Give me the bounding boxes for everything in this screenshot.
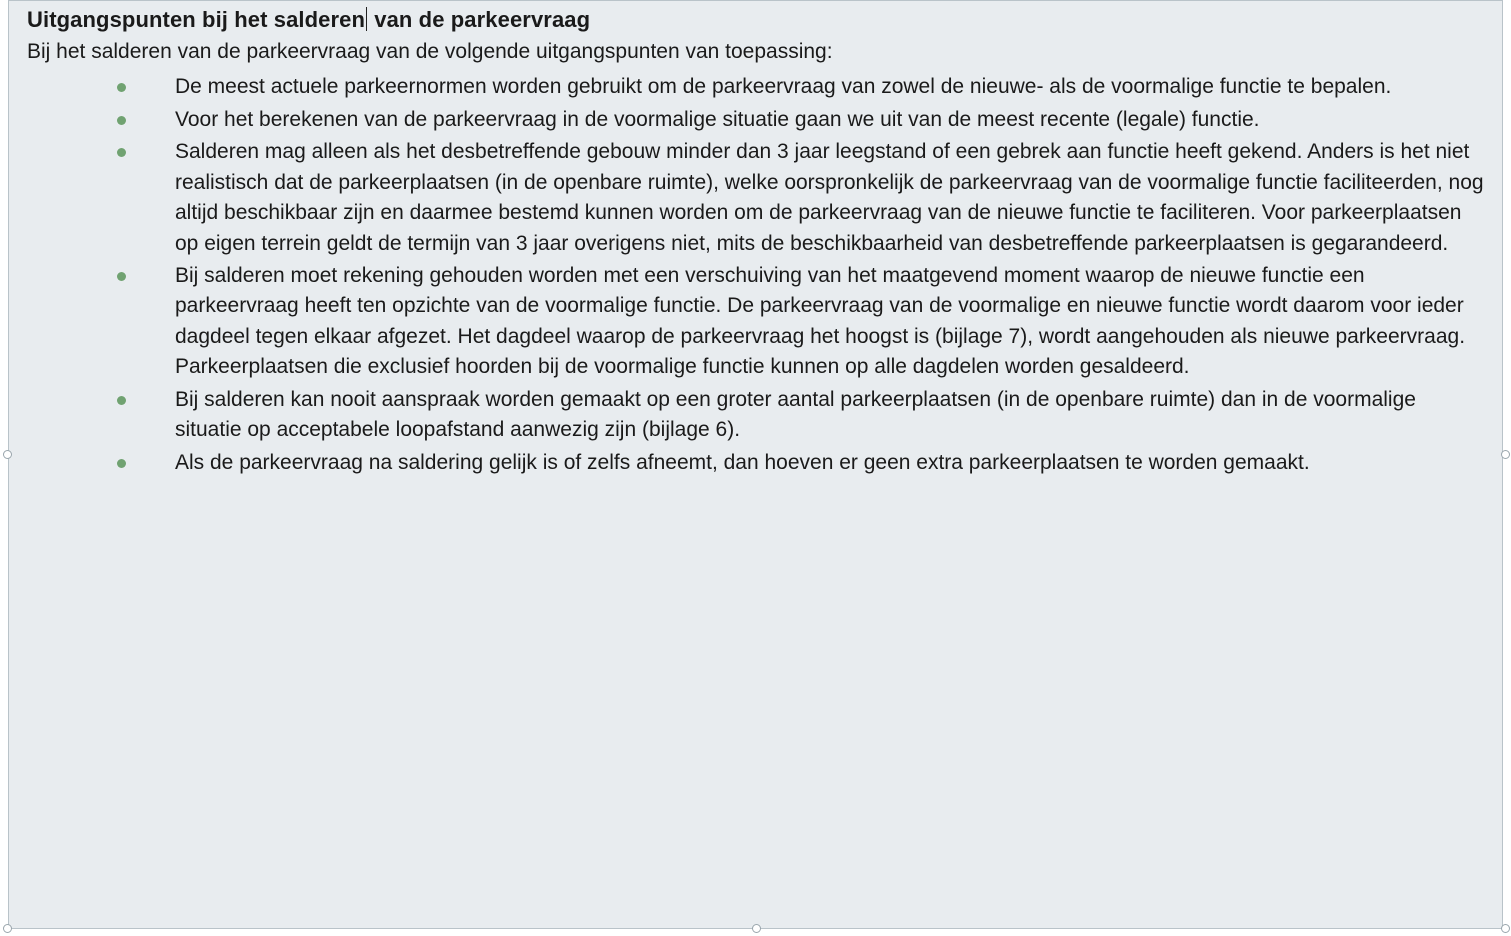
selection-handle-middle-right[interactable]: [1501, 450, 1510, 459]
selection-handle-middle-left[interactable]: [3, 450, 12, 459]
bullet-dot-icon: [117, 396, 126, 405]
bullet-list: [27, 72, 1484, 478]
content-textbox[interactable]: [8, 0, 1503, 929]
page-title: [27, 5, 590, 34]
list-item-text: Voor het berekenen van de parkeervraag in de voormalige situatie gaan we uit van de meest recente (legale) functie.: [175, 107, 1260, 131]
page-title-text-before-caret: Uitgangspunten bij het salderen: [27, 7, 366, 32]
bullet-dot-icon: [117, 116, 126, 125]
list-item-text: Bij salderen kan nooit aanspraak worden gemaakt op een groter aantal parkeerplaatsen (in de openbare ruimte) dan in de voormalige situatie op acceptabele loopafstand aanwezig zijn (bijlage 6).: [175, 387, 1416, 442]
page-title-text-after-caret: van de parkeervraag: [368, 7, 591, 32]
list-item: [27, 448, 1484, 478]
list-item-text: Salderen mag alleen als het desbetreffende gebouw minder dan 3 jaar leegstand of een gebrek aan functie heeft gekend. Anders is het niet realistisch dat de parkeerplaatsen (in de openbare ruimte), welke oorspronkelijk de parkeervraag van de voormalige functie faciliteerden, nog altijd beschikbaar zijn en daarmee bestemd kunnen worden om de parkeervraag van de nieuwe functie te faciliteren. Voor parkeerplaatsen op eigen terrein geldt de termijn van 3 jaar overigens niet, mits de beschikbaarheid van desbetreffende parkeerplaatsen is gegarandeerd.: [175, 140, 1484, 255]
list-item: [27, 261, 1484, 383]
list-item: [27, 385, 1484, 446]
intro-paragraph: Bij het salderen van de parkeervraag van de volgende uitgangspunten van toepassing:: [27, 40, 833, 64]
bullet-dot-icon: [117, 459, 126, 468]
bullet-dot-icon: [117, 83, 126, 92]
list-item-text: Bij salderen moet rekening gehouden worden met een verschuiving van het maatgevend moment waarop de nieuwe functie een parkeervraag heeft ten opzichte van de voormalige functie. De parkeervraag van de voormalige en nieuwe functie wordt daarom voor ieder dagdeel tegen elkaar afgezet. Het dagdeel waarop de parkeervraag het hoogst is (bijlage 7), wordt aangehouden als nieuwe parkeervraag. Parkeerplaatsen die exclusief hoorden bij de voormalige functie kunnen op alle dagdelen worden gesaldeerd.: [175, 264, 1466, 379]
selection-handle-bottom-center[interactable]: [752, 924, 761, 933]
list-item-text: De meest actuele parkeernormen worden gebruikt om de parkeervraag van zowel de nieuwe- als de voormalige functie te bepalen.: [175, 75, 1392, 99]
selection-handle-bottom-left[interactable]: [3, 924, 12, 933]
list-item: [27, 137, 1484, 259]
bullet-dot-icon: [117, 148, 126, 157]
list-item: [27, 72, 1484, 102]
list-item: [27, 105, 1484, 135]
bullet-dot-icon: [117, 272, 126, 281]
text-caret: [366, 7, 367, 31]
selection-handle-bottom-right[interactable]: [1501, 924, 1510, 933]
list-item-text: Als de parkeervraag na saldering gelijk is of zelfs afneemt, dan hoeven er geen extra parkeerplaatsen te worden gemaakt.: [175, 450, 1310, 474]
